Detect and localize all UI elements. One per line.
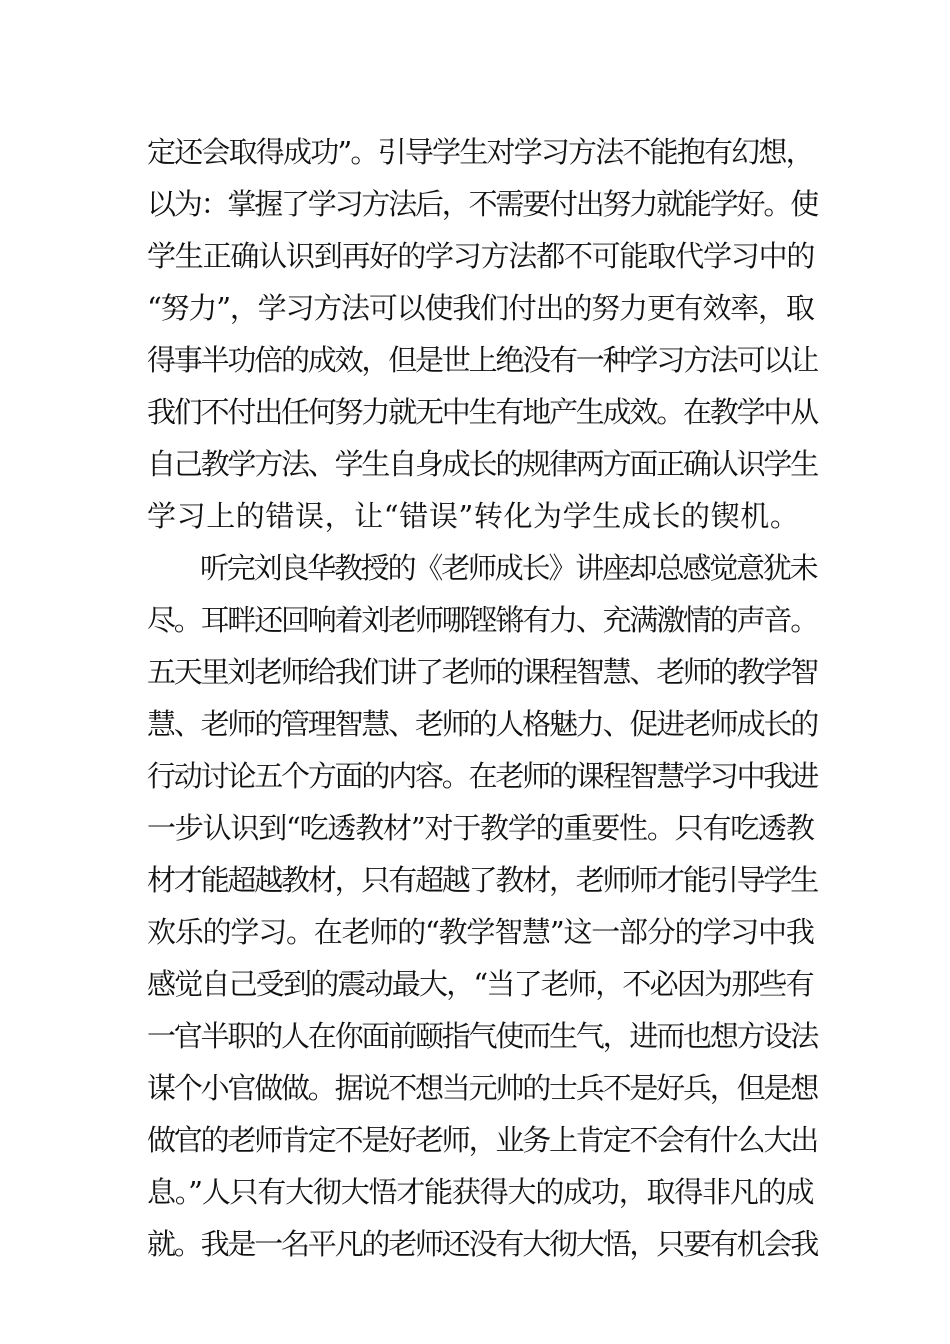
text-line: 欢乐的学习。在老师的“教学智慧”这一部分的学习中我 <box>147 915 814 949</box>
text-line: 谋个小官做做。据说不想当元帅的士兵不是好兵，但是想 <box>147 1071 818 1105</box>
text-line: 学习上的错误，让“错误”转化为学生成长的锲机。 <box>147 499 800 533</box>
paragraph-start-line: 听完刘良华教授的《老师成长》讲座却总感觉意犹未 <box>200 551 817 585</box>
text-line: 以为：掌握了学习方法后，不需要付出努力就能学好。使 <box>147 187 818 221</box>
text-line: 就。我是一名平凡的老师还没有大彻大悟，只要有机会我 <box>147 1227 818 1261</box>
text-line: 慧、老师的管理智慧、老师的人格魅力、促进老师成长的 <box>147 707 818 741</box>
text-line: 感觉自己受到的震动最大，“当了老师，不必因为那些有 <box>147 967 813 1001</box>
text-line: 做官的老师肯定不是好老师，业务上肯定不会有什么大出 <box>147 1123 818 1157</box>
text-line: 五天里刘老师给我们讲了老师的课程智慧、老师的教学智 <box>147 655 818 689</box>
text-line: 一步认识到“吃透教材”对于教学的重要性。只有吃透教 <box>147 811 814 845</box>
text-line: 一官半职的人在你面前颐指气使而生气，进而也想方设法 <box>147 1019 818 1053</box>
text-line: 材才能超越教材，只有超越了教材，老师师才能引导学生 <box>147 863 818 897</box>
text-line: “努力”，学习方法可以使我们付出的努力更有效率，取 <box>147 291 814 325</box>
text-line: 尽。耳畔还回响着刘老师哪铿锵有力、充满激情的声音。 <box>147 603 818 637</box>
text-line: 我们不付出任何努力就无中生有地产生成效。在教学中从 <box>147 395 818 429</box>
text-line: 定还会取得成功”。引导学生对学习方法不能抱有幻想， <box>147 135 813 169</box>
body-text <box>147 126 817 1270</box>
text-line: 行动讨论五个方面的内容。在老师的课程智慧学习中我进 <box>147 759 818 793</box>
text-line: 得事半功倍的成效，但是世上绝没有一种学习方法可以让 <box>147 343 818 377</box>
text-line: 息。”人只有大彻大悟才能获得大的成功，取得非凡的成 <box>147 1175 814 1209</box>
text-line: 自己教学方法、学生自身成长的规律两方面正确认识学生 <box>147 447 818 481</box>
text-line: 学生正确认识到再好的学习方法都不可能取代学习中的 <box>147 239 815 273</box>
